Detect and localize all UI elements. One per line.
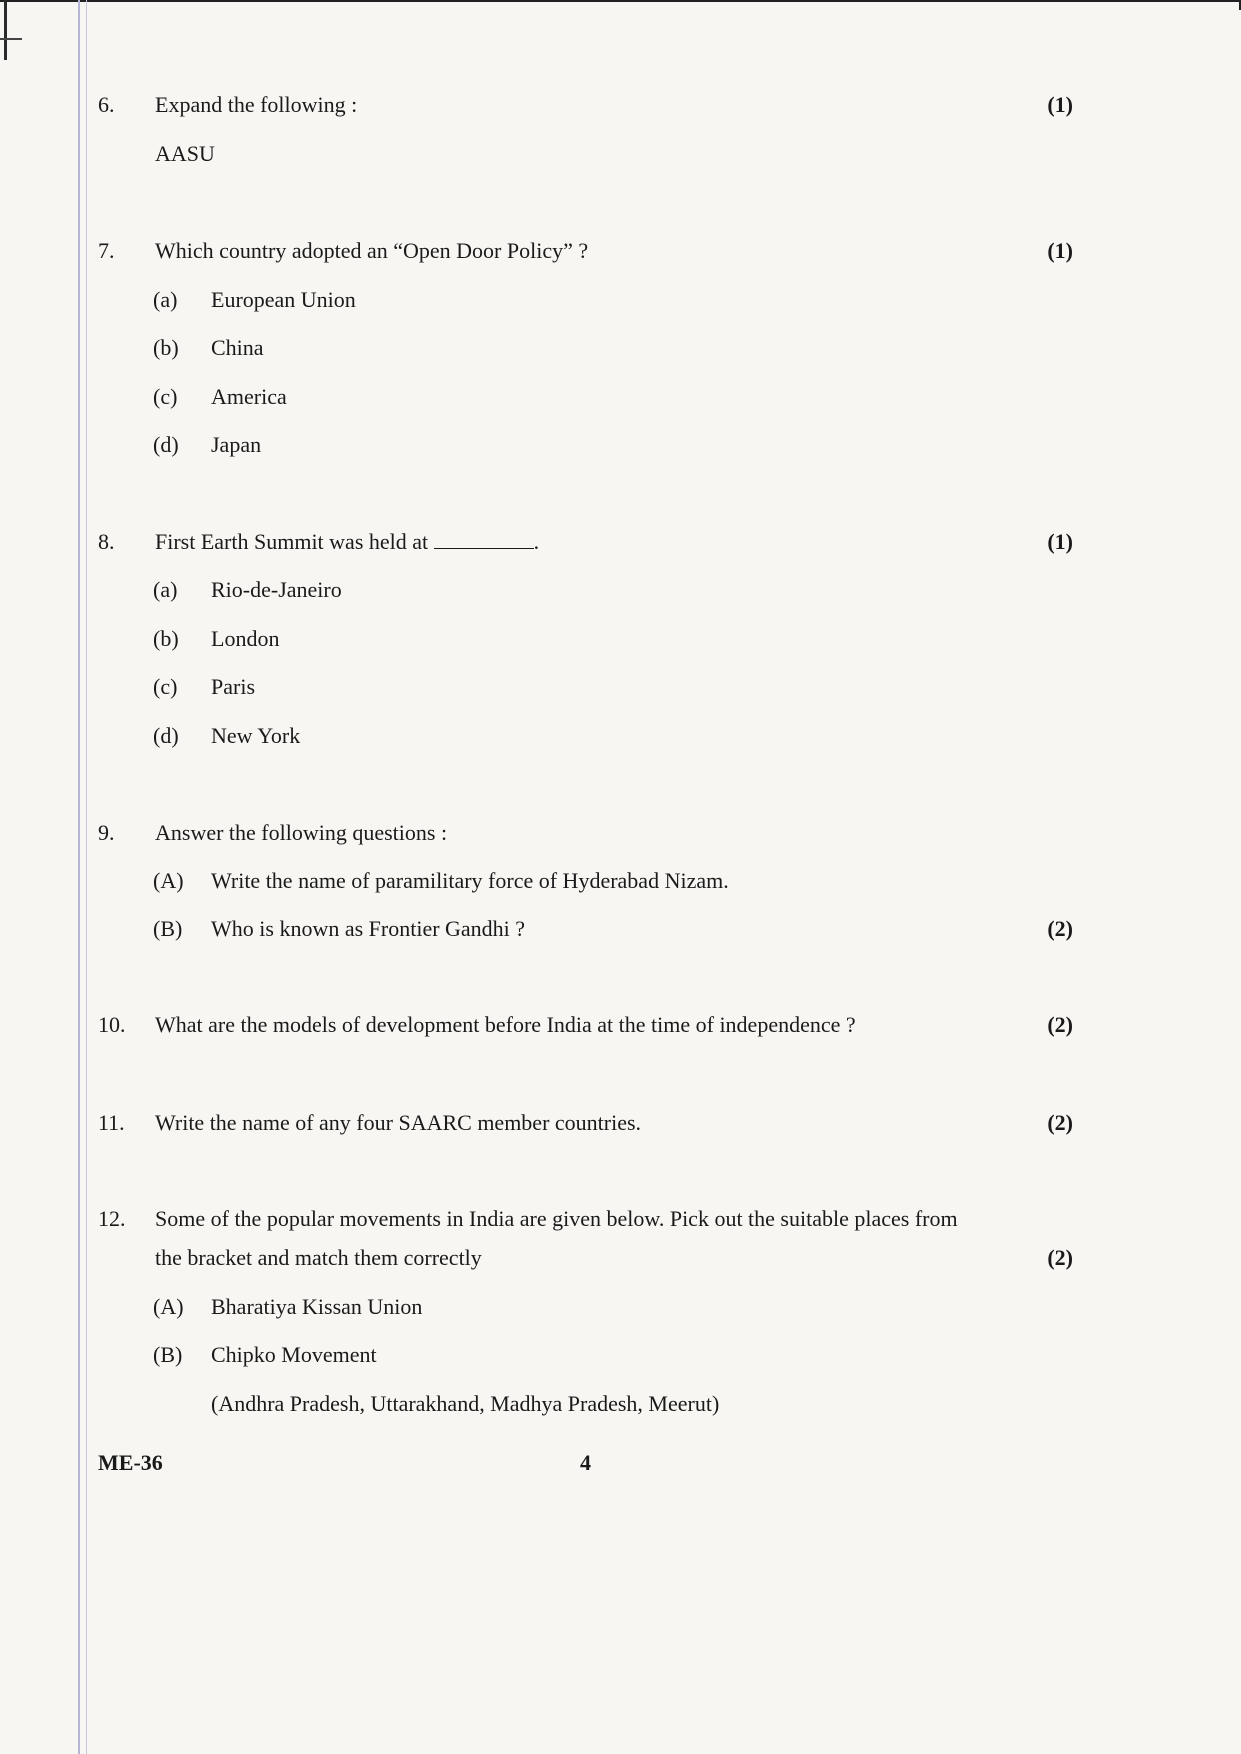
part-text: Who is known as Frontier Gandhi ? — [211, 916, 526, 941]
question-text-after: . — [533, 529, 540, 554]
marks: (1) — [1047, 238, 1073, 263]
option-text: Paris — [211, 674, 255, 699]
question-text: Which country adopted an “Open Door Policy” ? — [155, 238, 589, 263]
margin-line — [78, 0, 80, 1754]
part-label: (A) — [153, 868, 184, 893]
marks: (2) — [1047, 1245, 1073, 1270]
option-label: (a) — [153, 577, 178, 602]
question-number: 6. — [98, 92, 115, 117]
option-text: Japan — [211, 432, 262, 457]
option-label: (b) — [153, 335, 179, 360]
marks: (1) — [1047, 92, 1073, 117]
margin-line-secondary — [86, 0, 87, 1754]
part-label: (A) — [153, 1294, 184, 1319]
question-number: 11. — [98, 1110, 125, 1135]
binding-mark — [4, 0, 7, 60]
option-text: European Union — [211, 287, 356, 312]
option-text: London — [211, 626, 280, 651]
part-label: (B) — [153, 916, 183, 941]
option-label: (d) — [153, 723, 179, 748]
question-number: 7. — [98, 238, 115, 263]
question-number: 9. — [98, 820, 115, 845]
part-text: Chipko Movement — [211, 1342, 377, 1367]
marks: (2) — [1047, 1110, 1073, 1135]
question-text: What are the models of development before India at the time of independence ? — [155, 1012, 856, 1037]
paper-code: ME-36 — [98, 1450, 163, 1475]
option-label: (c) — [153, 674, 178, 699]
question-text-line-2: the bracket and match them correctly — [155, 1245, 482, 1270]
question-text-before: First Earth Summit was held at — [155, 529, 429, 554]
part-label: (B) — [153, 1342, 183, 1367]
option-text: America — [211, 384, 287, 409]
scan-top-edge — [0, 0, 1241, 2]
marks: (2) — [1047, 1012, 1073, 1037]
option-label: (b) — [153, 626, 179, 651]
question-text: Expand the following : — [155, 92, 358, 117]
question-text: Write the name of any four SAARC member countries. — [155, 1110, 642, 1135]
option-text: New York — [211, 723, 301, 748]
question-number: 8. — [98, 529, 115, 554]
part-text: Write the name of paramilitary force of Hyderabad Nizam. — [211, 868, 729, 893]
option-text: Rio-de-Janeiro — [211, 577, 342, 602]
option-label: (c) — [153, 384, 178, 409]
option-label: (d) — [153, 432, 179, 457]
fill-in-blank — [434, 530, 534, 549]
question-text — [155, 529, 539, 555]
question-number: 12. — [98, 1206, 126, 1231]
question-text: Answer the following questions : — [155, 820, 448, 845]
marks: (1) — [1047, 529, 1073, 554]
question-number: 10. — [98, 1012, 126, 1037]
part-text: Bharatiya Kissan Union — [211, 1294, 423, 1319]
page-number: 4 — [580, 1450, 591, 1475]
option-text: China — [211, 335, 264, 360]
marks: (2) — [1047, 916, 1073, 941]
corner-mark — [0, 38, 22, 40]
question-text-line-1: Some of the popular movements in India are given below. Pick out the suitable places from — [155, 1206, 958, 1231]
choices-text: (Andhra Pradesh, Uttarakhand, Madhya Pradesh, Meerut) — [211, 1391, 720, 1416]
term-to-expand: AASU — [155, 141, 215, 166]
option-label: (a) — [153, 287, 178, 312]
